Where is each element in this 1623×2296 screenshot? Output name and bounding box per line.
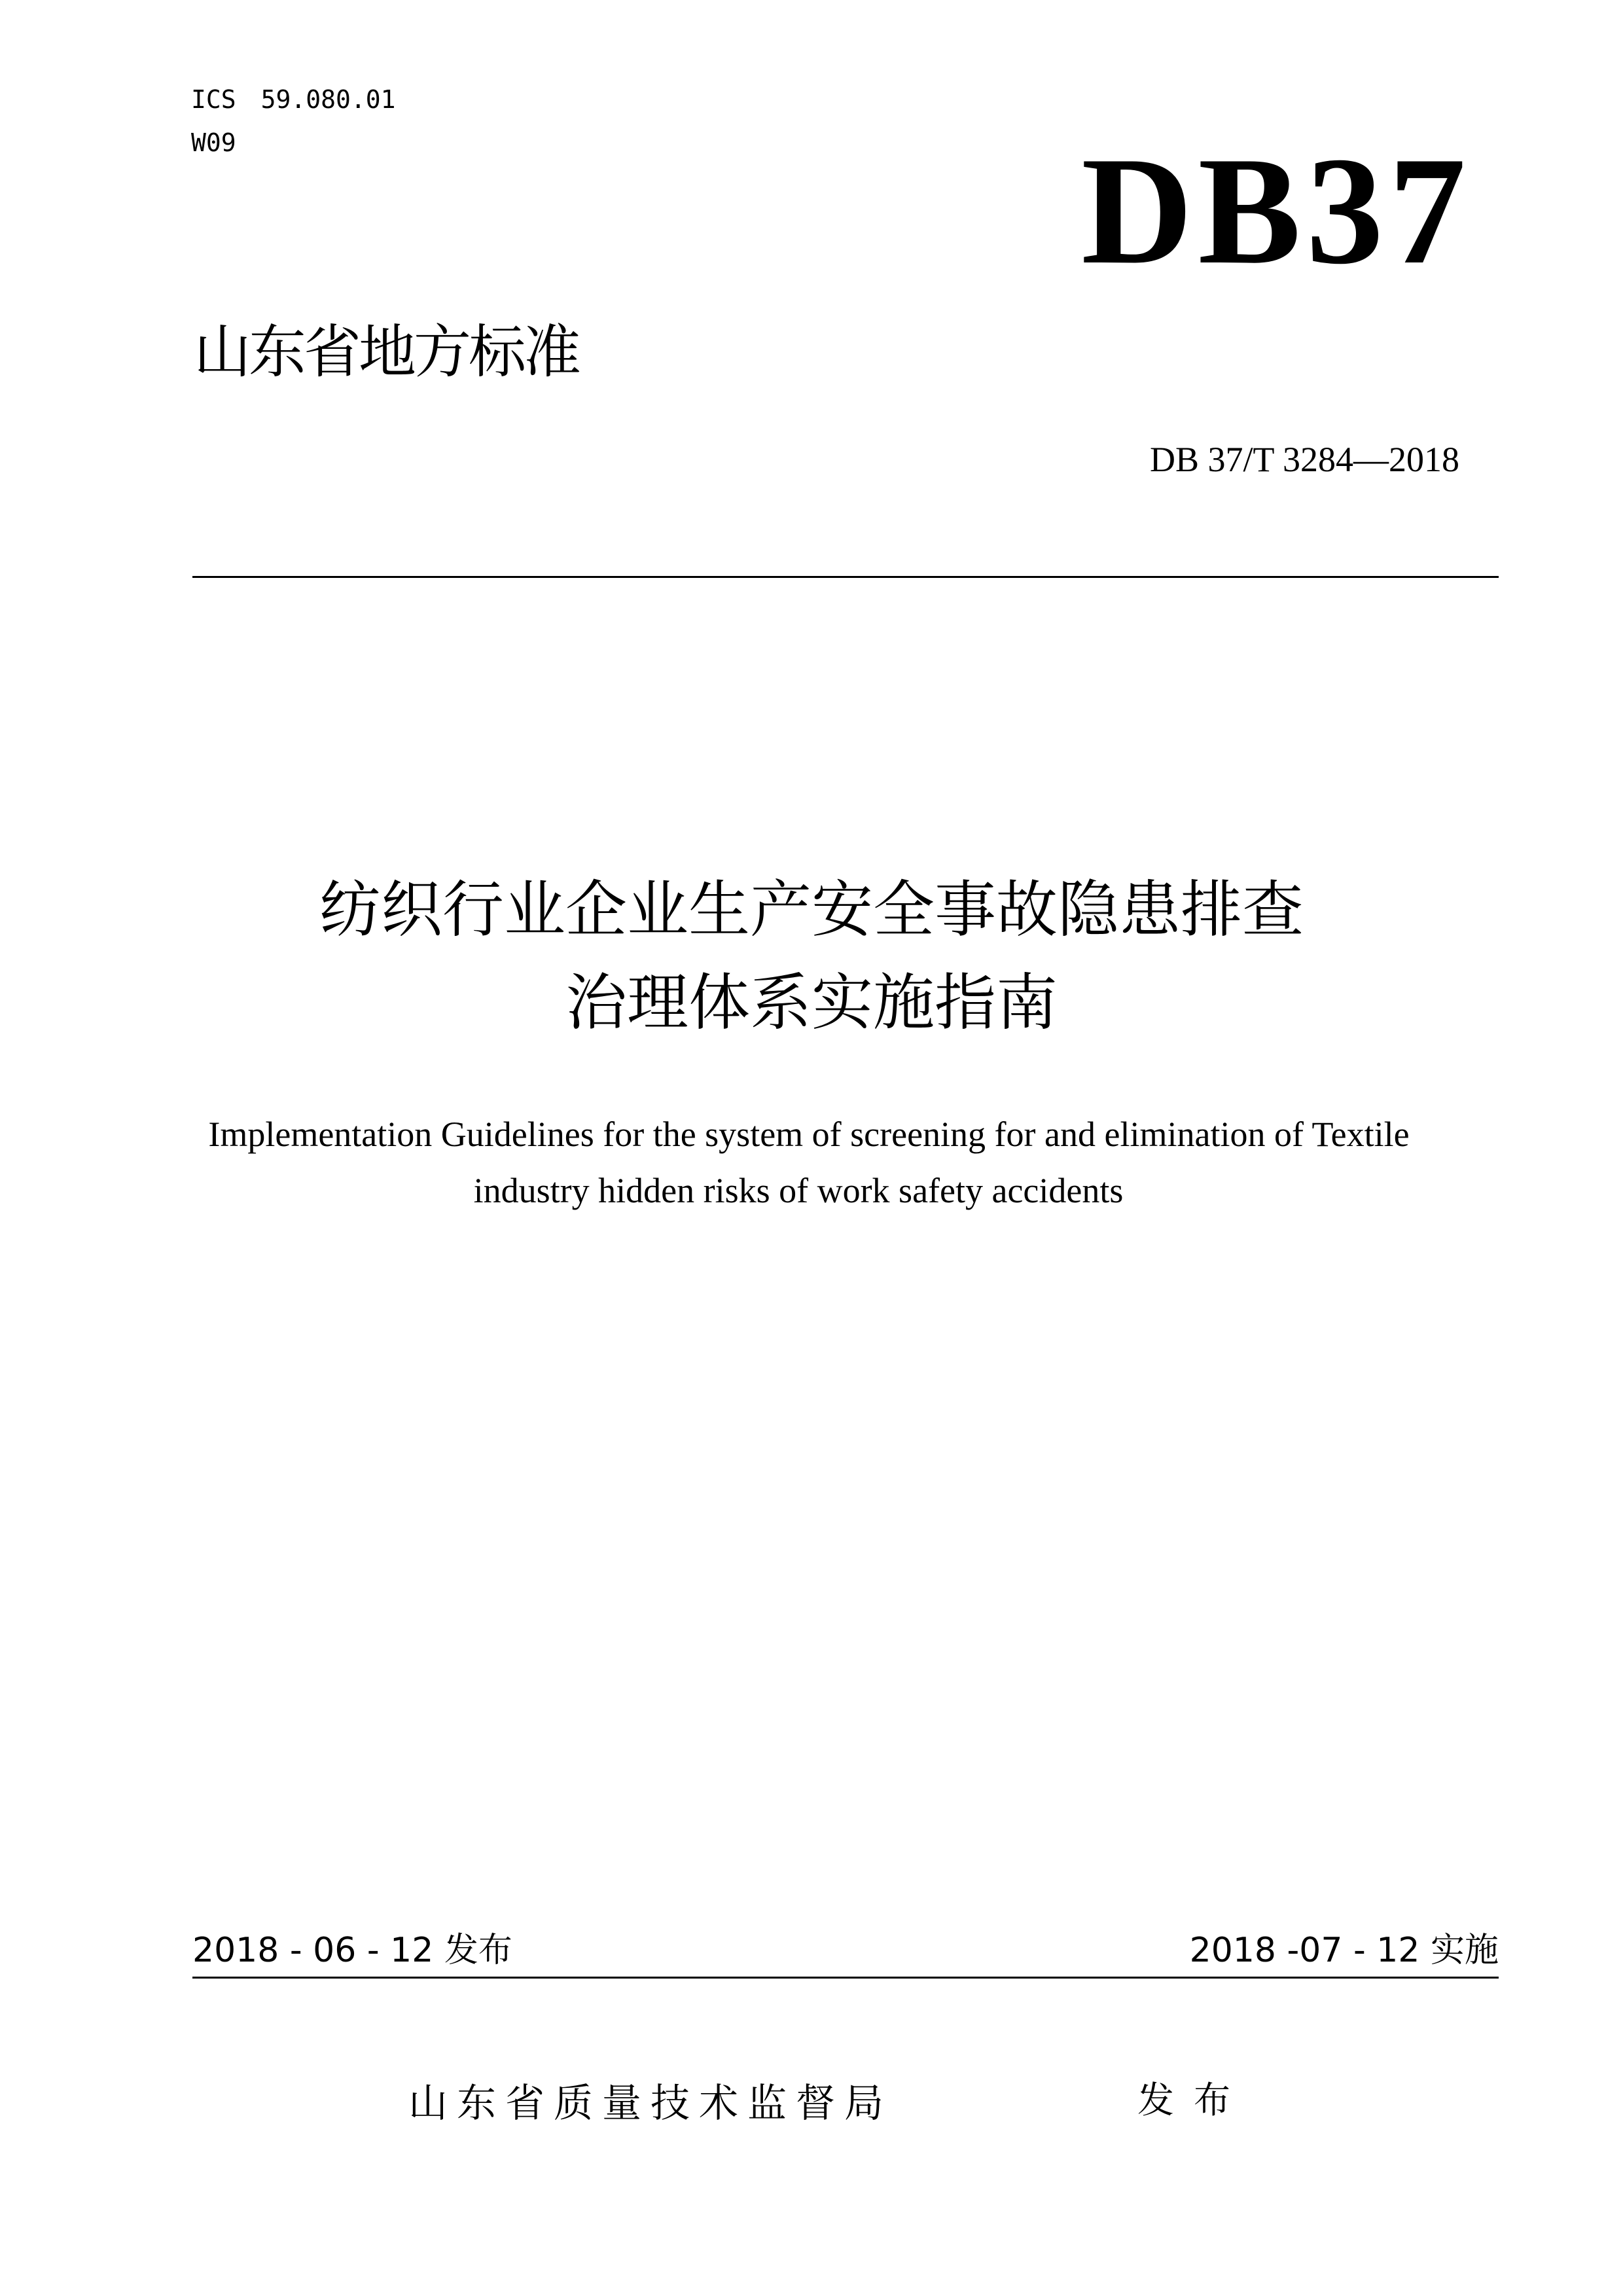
issue-label: 发布	[1137, 2079, 1250, 2122]
standard-class: 山东省地方标准	[194, 318, 579, 386]
ics-label: ICS	[191, 85, 236, 114]
bottom-divider	[192, 1977, 1499, 1979]
title-english-line1: Implementation Guidelines for the system of screening for and elimination of Textile	[208, 1115, 1410, 1154]
top-divider	[192, 576, 1499, 578]
ccs-code: W09	[191, 128, 236, 157]
standard-number: DB 37/T 3284—2018	[1149, 440, 1459, 479]
title-chinese-line2: 治理体系实施指南	[565, 967, 1058, 1039]
issue-date: 2018 - 06 - 12 发布	[192, 1931, 512, 1970]
db-mark: DB37	[1081, 126, 1471, 296]
issuing-authority: 山东省质量技术监督局	[408, 2081, 893, 2126]
title-english-line2: industry hidden risks of work safety accidents	[473, 1171, 1124, 1210]
title-english	[0, 1106, 1623, 1219]
title-chinese-line1: 纺织行业企业生产安全事故隐患排查	[319, 874, 1304, 946]
ics-classification	[191, 85, 396, 114]
implementation-date: 2018 -07 - 12 实施	[1189, 1931, 1499, 1970]
title-chinese	[0, 864, 1623, 1050]
ics-code: 59.080.01	[260, 85, 396, 114]
